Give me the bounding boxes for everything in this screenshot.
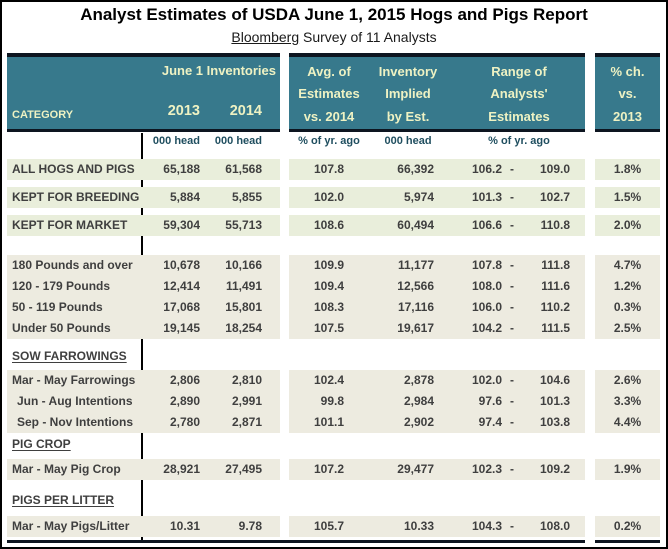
- row-label: 180 Pounds and over: [12, 258, 133, 272]
- cell-avg: 108.6: [313, 218, 344, 232]
- row-label: Under 50 Pounds: [12, 321, 111, 335]
- cell-avg: 101.1: [313, 415, 344, 429]
- cell-implied: 2,984: [403, 394, 434, 408]
- cell-inv-2013: 2,806: [169, 373, 200, 387]
- cell-avg: 109.4: [313, 279, 344, 293]
- avg-header-line1: Avg. of: [307, 63, 351, 79]
- table-row-mar-may-pigs-litter: [2, 516, 668, 537]
- row-label: KEPT FOR BREEDING: [12, 190, 140, 204]
- row-label: Mar - May Pig Crop: [12, 462, 121, 476]
- units-implied: 000 head: [384, 135, 432, 147]
- cell-range-low: 104.3: [471, 519, 502, 533]
- table-row-mar-may-pig-crop: [2, 459, 668, 480]
- cell-range-low: 101.3: [471, 190, 502, 204]
- cell-range-low: 102.3: [471, 462, 502, 476]
- cell-range-high: 103.8: [539, 415, 570, 429]
- row-label: Sep - Nov Intentions: [17, 415, 134, 429]
- page-title: Analyst Estimates of USDA June 1, 2015 Hogs and Pigs Report: [80, 5, 588, 24]
- cell-range-low: 102.0: [471, 373, 502, 387]
- cell-range-low: 107.8: [471, 258, 502, 272]
- cell-range-low: 108.0: [471, 279, 502, 293]
- cell-pct-change: 1.9%: [613, 462, 642, 476]
- cell-implied: 12,566: [397, 279, 434, 293]
- table-row-50-119: [2, 297, 668, 318]
- row-label: KEPT FOR MARKET: [12, 218, 128, 232]
- cell-inv-2013: 65,188: [163, 162, 200, 176]
- cell-avg: 105.7: [313, 519, 344, 533]
- cell-inv-2014: 15,801: [225, 300, 262, 314]
- cell-implied: 66,392: [397, 162, 434, 176]
- cell-avg: 107.2: [313, 462, 344, 476]
- column-header-range: [479, 60, 559, 128]
- cell-inv-2013: 28,921: [163, 462, 200, 476]
- column-header-pct-change: [595, 60, 660, 128]
- cell-inv-2014: 2,991: [231, 394, 262, 408]
- column-header-2013: 2013: [167, 103, 200, 119]
- section-header-sow-farrowings: SOW FARROWINGS: [12, 349, 127, 363]
- cell-avg: 99.8: [320, 394, 344, 408]
- cell-inv-2013: 5,884: [169, 190, 200, 204]
- cell-implied: 60,494: [397, 218, 434, 232]
- cell-implied: 11,177: [397, 258, 434, 272]
- cell-range-high: 102.7: [539, 190, 570, 204]
- range-dash: -: [510, 218, 514, 232]
- cell-pct-change: 2.6%: [613, 373, 642, 387]
- table-bottom-rule-main: [7, 540, 585, 543]
- table-row-mar-may-farrowings: [2, 370, 668, 391]
- range-dash: -: [510, 321, 514, 335]
- pct-header-line2: vs.: [618, 86, 637, 102]
- cell-avg: 102.0: [313, 190, 344, 204]
- units-2013: 000 head: [152, 135, 200, 147]
- cell-range-low: 106.2: [471, 162, 502, 176]
- cell-implied: 10.33: [403, 519, 434, 533]
- cell-inv-2014: 2,871: [231, 415, 262, 429]
- cell-inv-2014: 5,855: [231, 190, 262, 204]
- cell-pct-change: 2.5%: [613, 321, 642, 335]
- table-row-kept-breeding: [2, 187, 668, 208]
- cell-range-high: 111.8: [541, 258, 570, 272]
- cell-range-high: 109.2: [539, 462, 570, 476]
- cell-inv-2013: 12,414: [163, 279, 200, 293]
- units-2014: 000 head: [214, 135, 262, 147]
- column-group-june1-inventories: June 1 Inventories: [161, 63, 276, 78]
- cell-pct-change: 0.3%: [613, 300, 642, 314]
- page-subtitle: [2, 29, 666, 45]
- cell-range-low: 106.6: [471, 218, 502, 232]
- cell-implied: 19,617: [397, 321, 434, 335]
- cell-inv-2013: 19,145: [163, 321, 200, 335]
- units-avg: % of yr. ago: [298, 135, 360, 147]
- column-header-inventory-implied: [368, 60, 448, 128]
- avg-header-line3: vs. 2014: [303, 109, 355, 125]
- implied-header-line3: by Est.: [386, 109, 430, 125]
- range-header-line1: Range of: [491, 63, 547, 79]
- avg-header-line2: Estimates: [298, 86, 360, 102]
- cell-inv-2013: 10,678: [163, 258, 200, 272]
- table-row-sep-nov-intentions: [2, 412, 668, 433]
- cell-avg: 107.8: [313, 162, 344, 176]
- cell-implied: 5,974: [403, 190, 434, 204]
- cell-inv-2014: 27,495: [225, 462, 262, 476]
- cell-avg: 108.3: [313, 300, 344, 314]
- subtitle-rest: Survey of 11 Analysts: [299, 29, 437, 45]
- cell-pct-change: 1.5%: [613, 190, 642, 204]
- range-dash: -: [510, 162, 514, 176]
- cell-inv-2014: 55,713: [225, 218, 262, 232]
- table-row-180-over: [2, 255, 668, 276]
- table-row-jun-aug-intentions: [2, 391, 668, 412]
- table-row-120-179: [2, 276, 668, 297]
- implied-header-line1: Inventory: [378, 63, 438, 79]
- range-dash: -: [510, 394, 514, 408]
- table-row-all-hogs: [2, 159, 668, 180]
- implied-header-line2: Implied: [385, 86, 431, 102]
- cell-pct-change: 4.7%: [613, 258, 642, 272]
- row-label: Mar - May Pigs/Litter: [12, 519, 130, 533]
- row-label: Mar - May Farrowings: [12, 373, 136, 387]
- cell-pct-change: 2.0%: [613, 218, 642, 232]
- cell-inv-2013: 59,304: [163, 218, 200, 232]
- cell-inv-2014: 11,491: [225, 279, 262, 293]
- cell-inv-2014: 61,568: [225, 162, 262, 176]
- cell-pct-change: 4.4%: [613, 415, 642, 429]
- cell-range-high: 111.5: [541, 321, 570, 335]
- cell-range-high: 110.8: [540, 218, 570, 232]
- table-row-kept-market: [2, 215, 668, 236]
- cell-range-low: 104.2: [471, 321, 502, 335]
- cell-inv-2013: 2,780: [169, 415, 200, 429]
- cell-pct-change: 0.2%: [613, 519, 642, 533]
- cell-inv-2013: 2,890: [169, 394, 200, 408]
- cell-implied: 2,878: [403, 373, 434, 387]
- cell-range-low: 97.4: [478, 415, 502, 429]
- cell-pct-change: 1.2%: [613, 279, 642, 293]
- range-dash: -: [510, 519, 514, 533]
- cell-inv-2014: 9.78: [238, 519, 262, 533]
- table-row-under-50: [2, 318, 668, 339]
- cell-avg: 102.4: [313, 373, 344, 387]
- cell-range-low: 97.6: [478, 394, 502, 408]
- cell-avg: 109.9: [313, 258, 344, 272]
- column-header-2014: 2014: [229, 103, 262, 119]
- cell-range-high: 101.3: [539, 394, 570, 408]
- row-label: 120 - 179 Pounds: [12, 279, 111, 293]
- pct-header-line3: 2013: [613, 109, 642, 125]
- cell-implied: 29,477: [397, 462, 434, 476]
- cell-range-high: 104.6: [539, 373, 570, 387]
- cell-inv-2014: 2,810: [231, 373, 262, 387]
- cell-avg: 107.5: [313, 321, 344, 335]
- cell-inv-2014: 18,254: [225, 321, 262, 335]
- range-dash: -: [510, 373, 514, 387]
- row-label: 50 - 119 Pounds: [12, 300, 103, 314]
- range-dash: -: [510, 462, 514, 476]
- range-dash: -: [510, 190, 514, 204]
- section-header-pig-crop: PIG CROP: [12, 437, 71, 451]
- table-bottom-rule-pct: [595, 540, 660, 543]
- row-label: Jun - Aug Intentions: [17, 394, 133, 408]
- cell-inv-2013: 10.31: [169, 519, 200, 533]
- cell-range-high: 109.0: [539, 162, 570, 176]
- pct-header-line1: % ch.: [610, 63, 645, 79]
- cell-range-high: 108.0: [539, 519, 570, 533]
- cell-range-high: 111.6: [541, 279, 570, 293]
- units-range: % of yr. ago: [488, 135, 550, 147]
- range-header-line3: Estimates: [488, 109, 550, 125]
- subtitle-source: Bloomberg: [231, 29, 300, 45]
- cell-inv-2014: 10,166: [225, 258, 262, 272]
- cell-implied: 17,116: [397, 300, 434, 314]
- range-dash: -: [510, 415, 514, 429]
- range-dash: -: [510, 279, 514, 293]
- cell-pct-change: 3.3%: [613, 394, 642, 408]
- section-header-pigs-per-litter: PIGS PER LITTER: [12, 493, 115, 507]
- range-dash: -: [510, 300, 514, 314]
- column-header-avg-of-estimates: [289, 60, 369, 128]
- cell-range-low: 106.0: [471, 300, 502, 314]
- range-header-line2: Analysts': [490, 86, 548, 102]
- cell-pct-change: 1.8%: [613, 162, 642, 176]
- cell-range-high: 110.2: [540, 300, 570, 314]
- cell-implied: 2,902: [403, 415, 434, 429]
- range-dash: -: [510, 258, 514, 272]
- cell-inv-2013: 17,068: [163, 300, 200, 314]
- row-label: ALL HOGS AND PIGS: [12, 162, 135, 176]
- column-header-category: CATEGORY: [12, 109, 74, 121]
